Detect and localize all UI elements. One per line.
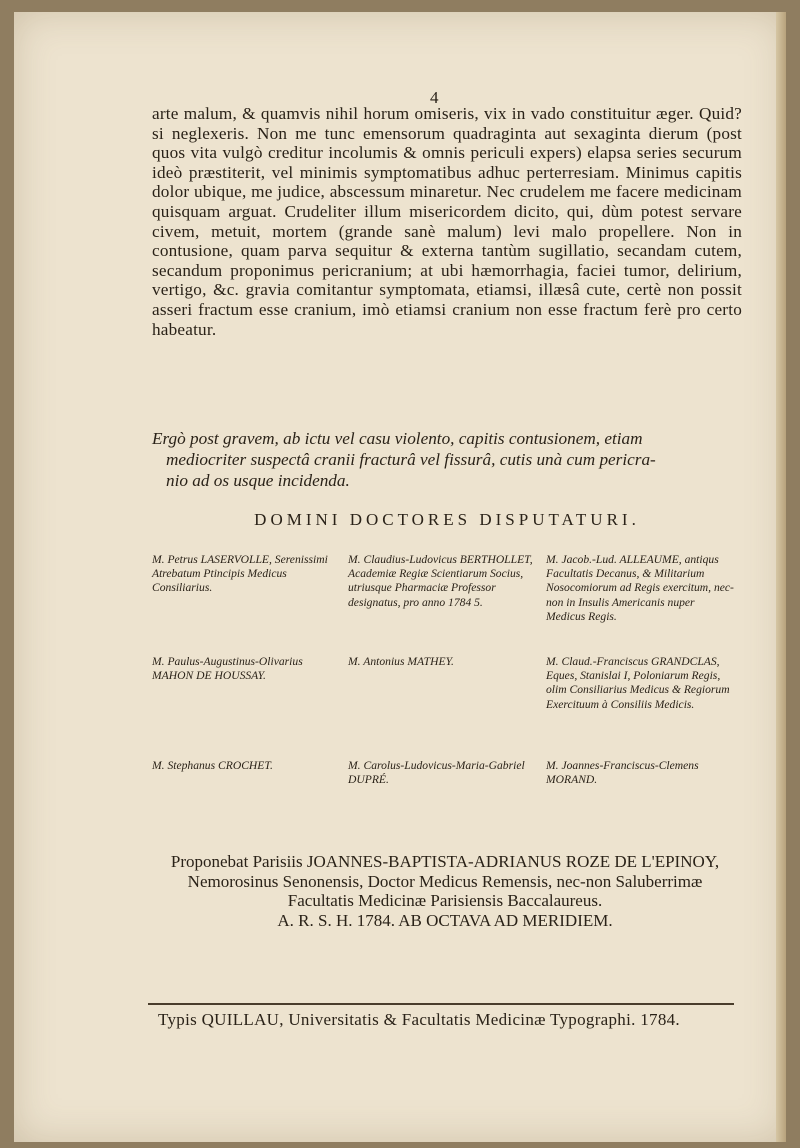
conclusion-line-3: nio ad os usque incidenda. [166,471,350,490]
proponebat-line-1: Proponebat Parisiis JOANNES-BAPTISTA-ADRIANUS ROZE DE L'EPINOY, [170,852,720,871]
doctor-entry: M. Petrus LASERVOLLE, Serenissimi Atrebatum Ptincipis Medicus Consiliarius. [152,553,328,595]
proponebat-block [140,852,750,930]
doctor-entry: M. Jacob.-Lud. ALLEAUME, antiqus Facultatis Decanus, & Militarium Nosocomiorum ad Regis exercitum, nec-non in Insulis Americanis nuper Medicus Regis. [546,553,734,623]
doctors-list [152,553,742,797]
printer-imprint: Typis QUILLAU, Universitatis & Facultatis Medicinæ Typographi. 1784. [158,1010,680,1029]
doctors-heading: DOMINI DOCTORES DISPUTATURI. [254,510,640,529]
doctor-entry: M. Antonius MATHEY. [348,655,454,668]
conclusion-thesis [152,428,742,491]
proponebat-line-2: Nemorosinus Senonensis, Doctor Medicus Remensis, nec-non Saluberrimæ [187,871,703,891]
conclusion-line-1: Ergò post gravem, ab ictu vel casu violento, capitis contusionem, etiam [152,429,643,448]
body-paragraph: arte malum, & quamvis nihil horum omiseris, vix in vado constituitur æger. Quid? si neglexeris. Non me tunc emensorum quadraginta aut sexaginta dierum (post quos vita vulgò creditur incolumis & omnis periculi expers) elapsa series securum ideò præstiterit, vel minimis symptomatibus adhuc perterresiam. Minimus capitis dolor ubique, me judice, abscessum minaretur. Nec crudelem me facere medicinam quisquam arguat. Crudeliter illum misericordem dicito, qui, dùm potest servare civem, metuit, mortem (grande sanè malum) levi malo propellere. Non in contusione, quam parva sequitur & externa tantùm sugillatio, secandam cutem, secandum proponimus pericranium; at ubi hæmorrhagia, faciei tumor, delirium, vertigo, &c. gravia comitantur symptomata, etiamsi, illæsâ cute, certè non possit asseri fractum esse cranium, imò etiamsi cranium non esse fractum ferè pro certo habeatur. [152,104,742,339]
conclusion-line-2: mediocriter suspectâ cranii fracturâ vel fissurâ, cutis unà cum pericra- [166,450,656,469]
doctor-entry: M. Carolus-Ludovicus-Maria-Gabriel DUPRÉ. [348,759,525,787]
footer-rule [148,1003,734,1005]
doctor-entry: M. Claudius-Ludovicus BERTHOLLET, Academiæ Regiæ Scientiarum Socius, utriusque Pharmaciæ Professor designatus, pro anno 1784 5. [348,553,533,609]
page-spine-shadow [776,12,786,1142]
proponebat-line-3: Facultatis Medicinæ Parisiensis Baccalaureus. [287,891,603,910]
doctor-entry: M. Claud.-Franciscus GRANDCLAS, Eques, Stanislai I, Poloniarum Regis, olim Consiliarius Medicus & Regiorum Exercituum à Consiliis Medicis. [546,655,730,711]
page-number: 4 [430,88,439,107]
doctor-entry: M. Stephanus CROCHET. [152,759,273,772]
doctor-entry: M. Paulus-Augustinus-Olivarius MAHON DE HOUSSAY. [152,655,303,683]
doctor-entry: M. Joannes-Franciscus-Clemens MORAND. [546,759,699,787]
proponebat-line-4: A. R. S. H. 1784. AB OCTAVA AD MERIDIEM. [277,910,613,930]
